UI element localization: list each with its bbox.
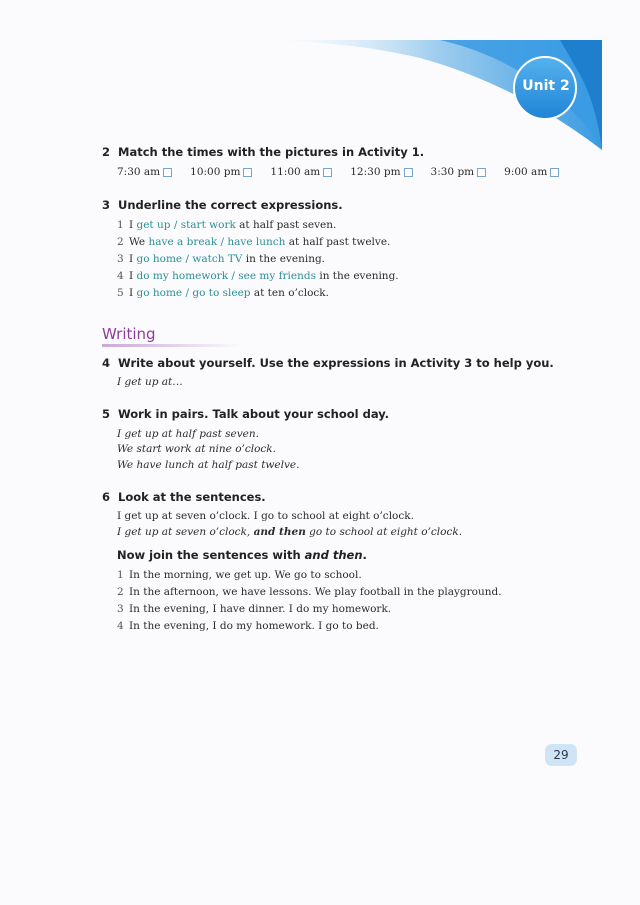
- list-item: [117, 287, 329, 299]
- time-label: 9:00 am: [504, 166, 548, 178]
- activity-6-heading: [102, 490, 266, 504]
- joined-text: I get up at seven o’clock,: [117, 526, 254, 538]
- time-label: 3:30 pm: [430, 166, 475, 178]
- item-number: 4: [117, 620, 124, 632]
- checkbox[interactable]: [550, 168, 559, 177]
- activity-number: 2: [102, 145, 111, 159]
- item-number: 3: [117, 253, 124, 265]
- joined-sentence: [117, 526, 462, 538]
- expression-choices[interactable]: go home / go to sleep: [136, 287, 251, 299]
- divider: [102, 344, 242, 347]
- item-number: 5: [117, 287, 124, 299]
- activity-title: Match the times with the pictures in Activity 1.: [118, 145, 425, 159]
- time-item: [270, 166, 332, 178]
- activity-2-heading: [102, 145, 424, 159]
- item-text: I: [129, 270, 137, 282]
- item-text: In the evening, I have dinner. I do my homework.: [129, 603, 392, 615]
- subheading-text: Now join the sentences with: [117, 548, 305, 562]
- linking-words: and then: [253, 526, 306, 538]
- item-text: We: [129, 236, 149, 248]
- item-number: 2: [117, 236, 124, 248]
- item-text: I: [129, 219, 137, 231]
- item-text: at ten o’clock.: [250, 287, 330, 299]
- page-number: 29: [545, 744, 577, 766]
- time-label: 12:30 pm: [350, 166, 401, 178]
- item-text: in the evening.: [242, 253, 326, 265]
- item-text: In the evening, I do my homework. I go to bed.: [129, 620, 379, 632]
- activity-title: Look at the sentences.: [118, 490, 266, 504]
- activity-title: Work in pairs. Talk about your school day.: [118, 407, 390, 421]
- time-label: 10:00 pm: [190, 166, 241, 178]
- activity-number: 6: [102, 490, 111, 504]
- item-text: at half past twelve.: [285, 236, 391, 248]
- time-item: [117, 166, 172, 178]
- times-row: [117, 166, 577, 178]
- time-label: 11:00 am: [270, 166, 321, 178]
- checkbox[interactable]: [323, 168, 332, 177]
- time-item: [190, 166, 252, 178]
- unit-label: Unit 2: [522, 78, 570, 94]
- time-label: 7:30 am: [117, 166, 161, 178]
- activity-5-heading: [102, 407, 389, 421]
- example-sentence: I get up at seven o’clock. I go to school at eight o’clock.: [117, 510, 414, 522]
- example-text: I get up at…: [117, 376, 183, 388]
- activity-number: 5: [102, 407, 111, 421]
- list-item: [117, 270, 399, 282]
- example-line: We start work at nine o’clock.: [117, 443, 277, 455]
- checkbox[interactable]: [163, 168, 172, 177]
- item-text: In the morning, we get up. We go to school.: [129, 569, 362, 581]
- activity-number: 4: [102, 356, 111, 370]
- expression-choices[interactable]: have a break / have lunch: [148, 236, 286, 248]
- time-item: [350, 166, 412, 178]
- joined-text: go to school at eight o’clock.: [305, 526, 463, 538]
- item-number: 4: [117, 270, 124, 282]
- list-item: [117, 569, 362, 581]
- expression-choices[interactable]: do my homework / see my friends: [136, 270, 316, 282]
- subheading-emphasis: and then: [304, 548, 363, 562]
- activity-title: Underline the correct expressions.: [118, 198, 343, 212]
- item-text: I: [129, 253, 137, 265]
- checkbox[interactable]: [404, 168, 413, 177]
- item-text: in the evening.: [316, 270, 399, 282]
- expression-choices[interactable]: go home / watch TV: [136, 253, 243, 265]
- activity-number: 3: [102, 198, 111, 212]
- checkbox[interactable]: [243, 168, 252, 177]
- writing-heading: Writing: [102, 325, 156, 343]
- item-number: 1: [117, 219, 124, 231]
- activity-4-heading: [102, 356, 554, 370]
- activity-3-heading: [102, 198, 343, 212]
- activity-title: Write about yourself. Use the expressions in Activity 3 to help you.: [118, 356, 554, 370]
- list-item: [117, 236, 390, 248]
- subheading-text: .: [362, 548, 367, 562]
- example-line: We have lunch at half past twelve.: [117, 459, 300, 471]
- list-item: [117, 219, 336, 231]
- example-line: I get up at half past seven.: [117, 428, 259, 440]
- time-item: [504, 166, 559, 178]
- checkbox[interactable]: [477, 168, 486, 177]
- item-number: 3: [117, 603, 124, 615]
- item-text: I: [129, 287, 137, 299]
- activity-6-subheading: [117, 548, 367, 562]
- list-item: [117, 603, 391, 615]
- item-number: 1: [117, 569, 124, 581]
- item-number: 2: [117, 586, 124, 598]
- list-item: [117, 620, 379, 632]
- item-text: at half past seven.: [235, 219, 337, 231]
- list-item: [117, 253, 325, 265]
- expression-choices[interactable]: get up / start work: [136, 219, 236, 231]
- item-text: In the afternoon, we have lessons. We play football in the playground.: [129, 586, 502, 598]
- list-item: [117, 586, 502, 598]
- time-item: [431, 166, 487, 178]
